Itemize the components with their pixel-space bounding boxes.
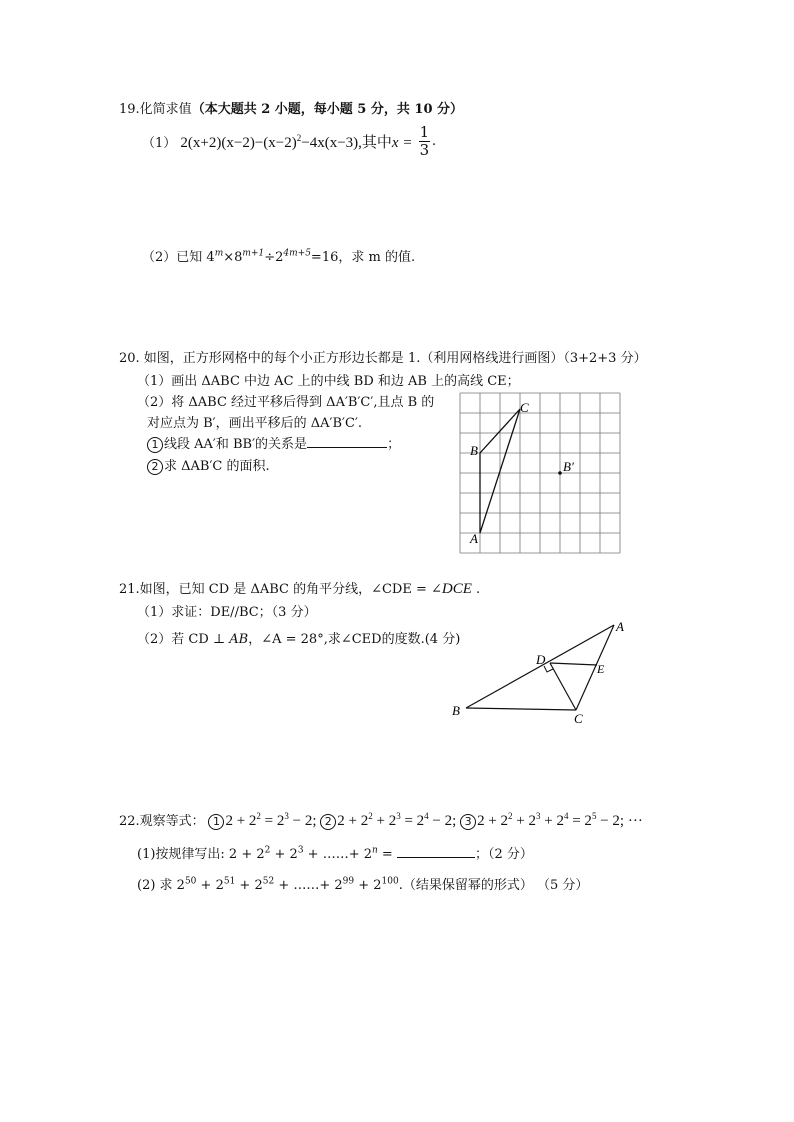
label-a: A: [470, 531, 478, 546]
label-c: C: [520, 400, 529, 415]
answer-blank-q20[interactable]: [307, 435, 387, 448]
q20-title: 20. 如图，正方形网格中的每个小正方形边长都是 1.（利用网格线进行画图）（3+2+3 分）: [119, 351, 647, 366]
q22-part2: (2) 求 $2^{50} + 2^{51} + 2^{52}$ + ……+ $2^{99} + 2^{100}$.（结果保留幂的形式） （5 分）: [137, 876, 589, 893]
label-d: D: [536, 652, 546, 667]
answer-blank-q22[interactable]: [397, 845, 475, 858]
q22-title: 22.观察等式： 1 $2 + 2^2 = 2^3 - 2$; 2 $2 + 2^2 + 2^3 = 2^4 - 2$; 3 $2 + 2^2 + 2^3 + 2^4 = 2^5 - 2$; ···: [119, 811, 643, 829]
q21-title: 21.如图，已知 CD 是 ΔABC 的角平分线，∠CDE = ∠DCE .: [119, 581, 481, 597]
q20-part2-line2: 对应点为 B′，画出平移后的 ΔA′B′C′.: [147, 416, 363, 431]
label-a: A: [616, 619, 624, 634]
q20-sub2: 2 求 ΔAB′C 的面积.: [147, 455, 270, 475]
label-e: E: [597, 662, 605, 676]
label-b: B: [470, 443, 478, 458]
q21-part2: （2）若 CD ⊥ AB，∠A = 28°,求∠CED的度数.(4 分): [137, 632, 461, 647]
point-b-prime: [558, 471, 562, 475]
q20-sub1: 1 线段 AA′和 BB′的关系是 ；: [147, 433, 400, 453]
q19-part2: （2）已知 $4^m\times 8^{m+1}\div 2^{4m+5}=16$，求 m 的值.: [142, 248, 416, 265]
label-c: C: [574, 711, 583, 725]
circled-number-2: 2: [320, 814, 336, 830]
label-b-prime: B′: [563, 459, 574, 474]
q20-part2-line1: （2）将 ΔABC 经过平移后得到 ΔA′B′C′,且点 B 的: [137, 395, 435, 410]
segment-bc: [466, 708, 576, 710]
circled-number-1: 1: [147, 437, 163, 453]
segment-cd: [550, 663, 576, 710]
q19-part1: （1） $2(x+2)(x-2)-(x-2)^2-4x(x-3)$,其中x = $\frac{1}{3}$ .: [142, 123, 436, 159]
q21-part1: （1）求证：DE//BC；（3 分）: [137, 605, 317, 620]
q19-title: 19.化简求值（本大题共 2 小题，每小题 5 分，共 10 分）: [119, 102, 464, 117]
segment-ac: [576, 625, 614, 710]
q21-triangle-figure: [440, 615, 640, 725]
q19-title-points: （本大题共 2 小题，每小题 5 分，共 10 分）: [191, 102, 464, 117]
q19-fraction: $\frac{1}{3}$: [419, 123, 430, 159]
grid-lines: [460, 393, 620, 553]
circled-number-3: 3: [460, 814, 476, 830]
segment-de: [550, 663, 597, 665]
label-b: B: [452, 703, 460, 718]
q20-part1: （1）画出 ΔABC 中边 AC 上的中线 BD 和边 AB 上的高线 CE；: [137, 374, 520, 389]
circled-number-1: 1: [208, 814, 224, 830]
q20-grid-figure: [450, 385, 630, 560]
circled-number-2: 2: [147, 459, 163, 475]
q22-part1: (1)按规律写出: $2 + 2^2 + 2^3$ + ……+ $2^n$ = ；（2 分）: [137, 845, 533, 862]
